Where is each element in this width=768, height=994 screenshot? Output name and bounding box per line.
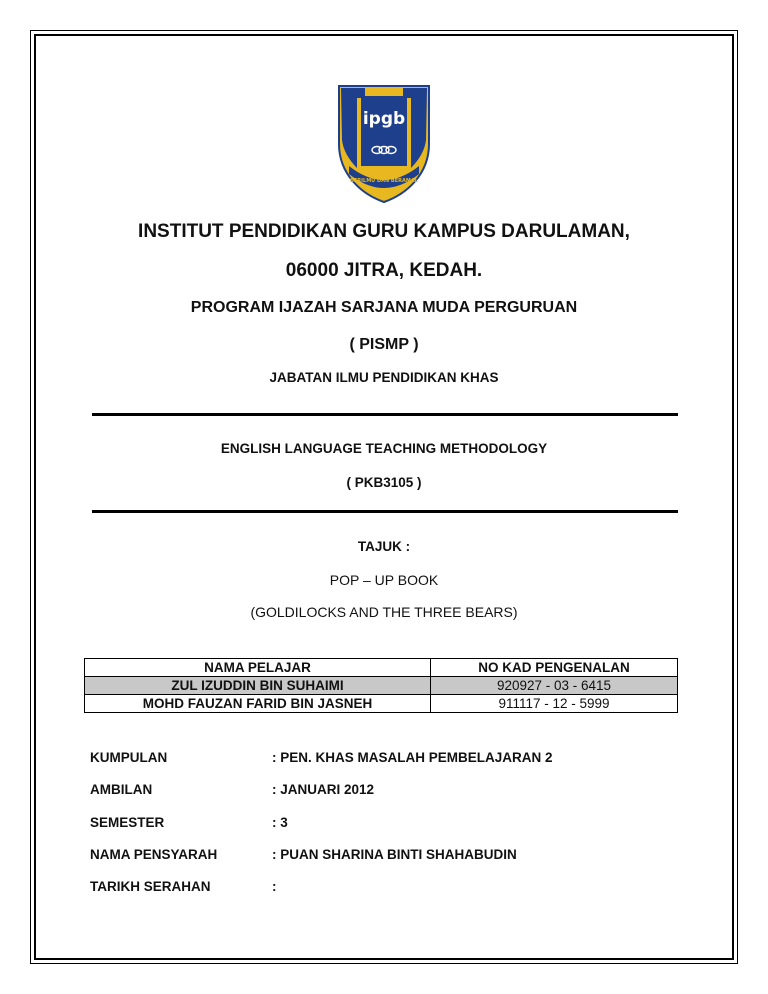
- detail-value: :: [272, 879, 277, 894]
- detail-value: : PUAN SHARINA BINTI SHAHABUDIN: [272, 847, 517, 862]
- table-row: [85, 677, 678, 695]
- detail-label: TARIKH SERAHAN: [90, 879, 211, 894]
- institute-logo: [335, 82, 433, 204]
- column-header-name: NAMA PELAJAR: [85, 659, 431, 677]
- student-ic: 911117 - 12 - 5999: [431, 695, 678, 713]
- program-name: PROGRAM IJAZAH SARJANA MUDA PERGURUAN: [190, 299, 578, 316]
- students-table: [84, 658, 678, 713]
- divider-bottom: [92, 510, 678, 513]
- detail-value: : PEN. KHAS MASALAH PEMBELAJARAN 2: [272, 750, 553, 765]
- logo-center-panel: [361, 96, 407, 166]
- institute-name: INSTITUT PENDIDIKAN GURU KAMPUS DARULAMAN,: [138, 221, 630, 242]
- table-header-row: [85, 659, 678, 677]
- student-name: MOHD FAUZAN FARID BIN JASNEH: [85, 695, 431, 713]
- topic-label: TAJUK :: [357, 539, 411, 554]
- topic-title: POP – UP BOOK: [329, 572, 439, 588]
- detail-label: NAMA PENSYARAH: [90, 847, 218, 862]
- topic-subtitle: (GOLDILOCKS AND THE THREE BEARS): [250, 604, 518, 620]
- course-name: ENGLISH LANGUAGE TEACHING METHODOLOGY: [220, 441, 548, 456]
- department-name: JABATAN ILMU PENDIDIKAN KHAS: [269, 370, 499, 385]
- logo-motto: BERILMU DAN BERAMAL: [350, 178, 418, 184]
- institute-address: 06000 JITRA, KEDAH.: [285, 260, 483, 281]
- course-code: ( PKB3105 ): [346, 475, 422, 490]
- column-header-ic: NO KAD PENGENALAN: [431, 659, 678, 677]
- detail-label: AMBILAN: [90, 782, 153, 797]
- program-code: ( PISMP ): [349, 336, 419, 353]
- detail-value: : 3: [272, 815, 288, 830]
- table-row: [85, 695, 678, 713]
- student-name: ZUL IZUDDIN BIN SUHAIMI: [85, 677, 431, 695]
- detail-label: SEMESTER: [90, 815, 165, 830]
- student-ic: 920927 - 03 - 6415: [431, 677, 678, 695]
- detail-value: : JANUARI 2012: [272, 782, 375, 797]
- divider-top: [92, 413, 678, 416]
- detail-label: KUMPULAN: [90, 750, 168, 765]
- logo-text: ipgb: [362, 109, 406, 129]
